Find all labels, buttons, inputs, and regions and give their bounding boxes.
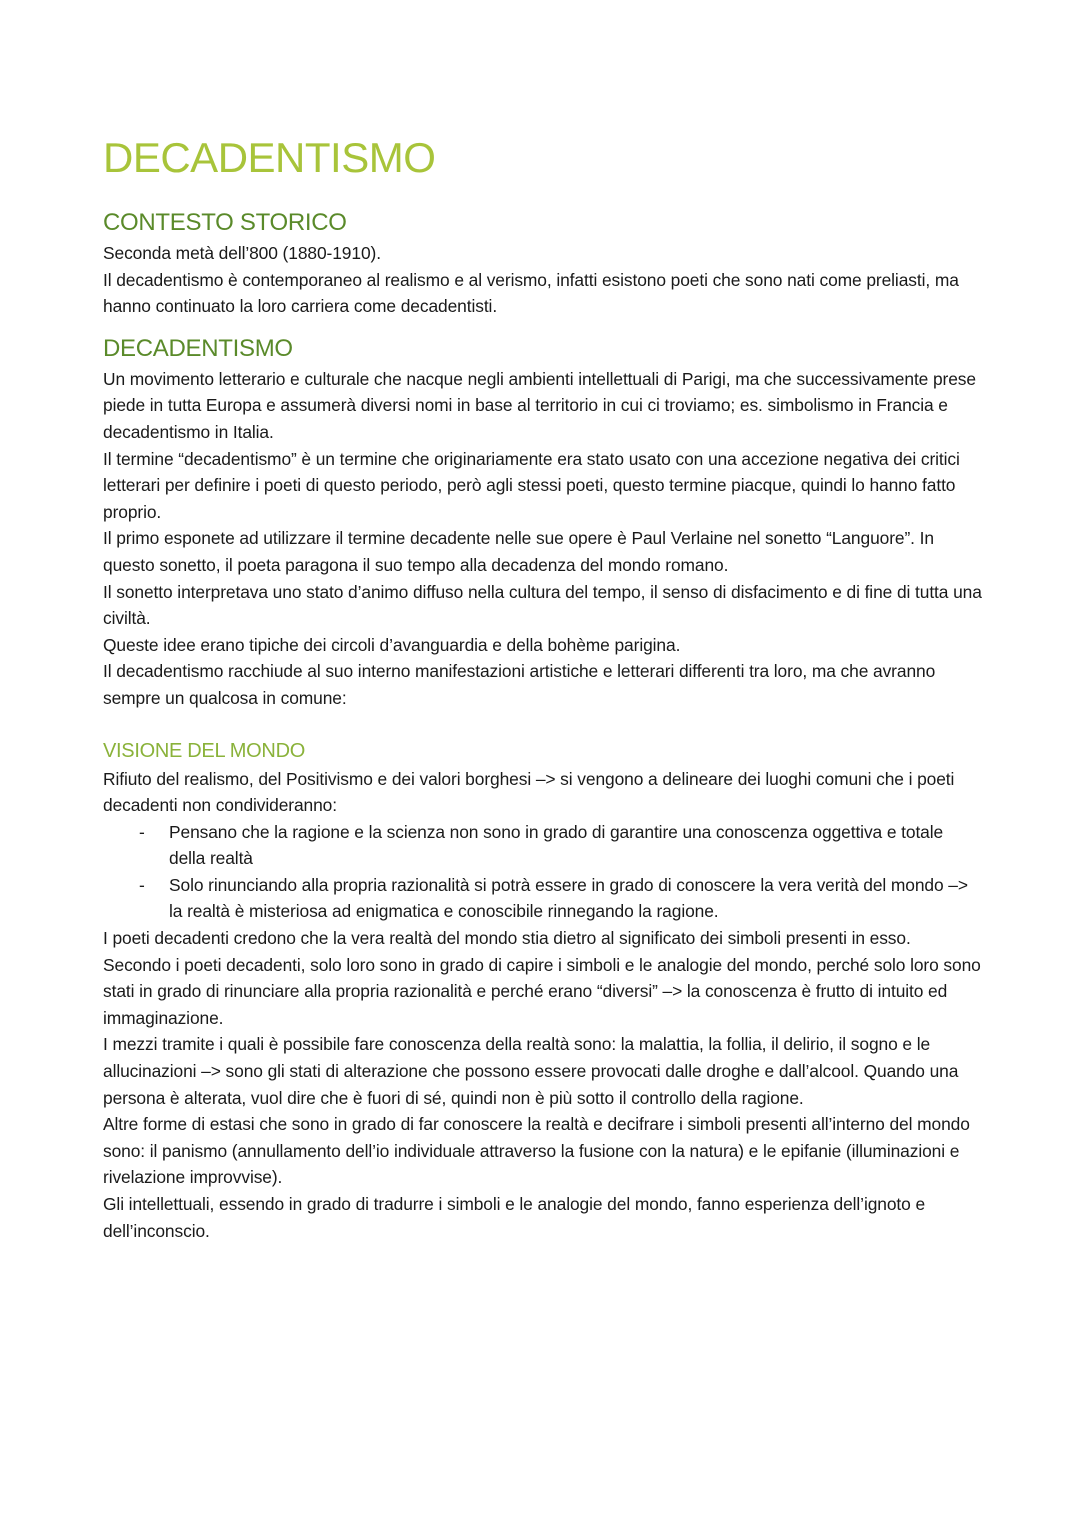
list-item-text: Pensano che la ragione e la scienza non sono in grado di garantire una conoscenza oggettiva e totale della realtà — [169, 821, 944, 869]
section-heading: DECADENTISMO — [103, 334, 293, 362]
paragraph: Queste idee erano tipiche dei circoli d’avanguardia e della bohème parigina. — [103, 634, 681, 655]
document-page — [103, 130, 983, 1258]
bullet-marker: - — [139, 821, 145, 842]
subsection-heading: VISIONE DEL MONDO — [103, 739, 305, 762]
paragraph: Seconda metà dell’800 (1880-1910). — [103, 243, 381, 263]
section-visione-del-mondo — [103, 738, 983, 1245]
paragraph: Il sonetto interpretava uno stato d’animo diffuso nella cultura del tempo, il senso di disfacimento e di fine di tutta una civiltà. — [103, 581, 982, 629]
section-contesto-storico — [103, 208, 983, 320]
paragraph: I poeti decadenti credono che la vera realtà del mondo stia dietro al significato dei simboli presenti in esso. Secondo i poeti decadenti, solo loro sono in grado di capire i simboli e le analogie del mondo, perché solo loro sono stati in grado di rinunciare alla propria razionalità e perché erano “diversi” –> la conoscenza è frutto di intuito ed immaginazione. — [103, 928, 981, 1028]
bullet-list — [103, 819, 983, 925]
paragraph: Il termine “decadentismo” è un termine che originariamente era stato usato con una accezione negativa dei critici letterari per definire i poeti di questo periodo, però agli stessi poeti, questo termine piacque, quindi lo hanno fatto proprio. — [103, 448, 960, 522]
paragraph: Il primo esponete ad utilizzare il termine decadente nelle sue opere è Paul Verlaine nel sonetto “Languore”. In questo sonetto, il poeta paragona il suo tempo alla decadenza del mondo romano. — [103, 528, 934, 575]
list-item — [103, 819, 983, 872]
section-decadentismo — [103, 334, 983, 712]
section-heading: CONTESTO STORICO — [103, 209, 347, 236]
paragraph: Il decadentismo racchiude al suo interno manifestazioni artistiche e letterari differenti tra loro, ma che avranno sempre un qualcosa in comune: — [103, 661, 936, 708]
paragraph: I mezzi tramite i quali è possibile fare conoscenza della realtà sono: la malattia, la follia, il delirio, il sogno e le allucinazioni –> sono gli stati di alterazione che possono essere provocati dalle droghe e dall’alcool. Quando una persona è alterata, vuol dire che è fuori di sé, quindi non è più sotto il controllo della ragione. — [103, 1034, 959, 1108]
list-item-text: Solo rinunciando alla propria razionalità si potrà essere in grado di conoscere la vera verità del mondo –> la realtà è misteriosa ad enigmatica e conoscibile rinnegando la ragione. — [169, 874, 968, 922]
document-title: DECADENTISMO — [103, 134, 436, 181]
list-item — [103, 872, 983, 925]
paragraph: Gli intellettuali, essendo in grado di tradurre i simboli e le analogie del mondo, fanno esperienza dell’ignoto e dell’inconscio. — [103, 1194, 926, 1241]
paragraph: Rifiuto del realismo, del Positivismo e dei valori borghesi –> si vengono a delineare dei luoghi comuni che i poeti decadenti non condivideranno: — [103, 768, 955, 816]
paragraph: Un movimento letterario e culturale che nacque negli ambienti intellettuali di Parigi, ma che successivamente prese piede in tutta Europa e assumerà diversi nomi in base al territorio in cui ci troviamo; es. simbolismo in Francia e decadentismo in Italia. — [103, 368, 976, 442]
paragraph: Altre forme di estasi che sono in grado di far conoscere la realtà e decifrare i simboli presenti all’interno del mondo sono: il panismo (annullamento dell’io individuale attraverso la fusione con la natura) e le epifanie (illuminazioni e rivelazione improvvise). — [103, 1114, 970, 1188]
bullet-marker: - — [139, 874, 145, 895]
paragraph: Il decadentismo è contemporaneo al realismo e al verismo, infatti esistono poeti che sono nati come preliasti, ma hanno continuato la loro carriera come decadentisti. — [103, 269, 959, 317]
